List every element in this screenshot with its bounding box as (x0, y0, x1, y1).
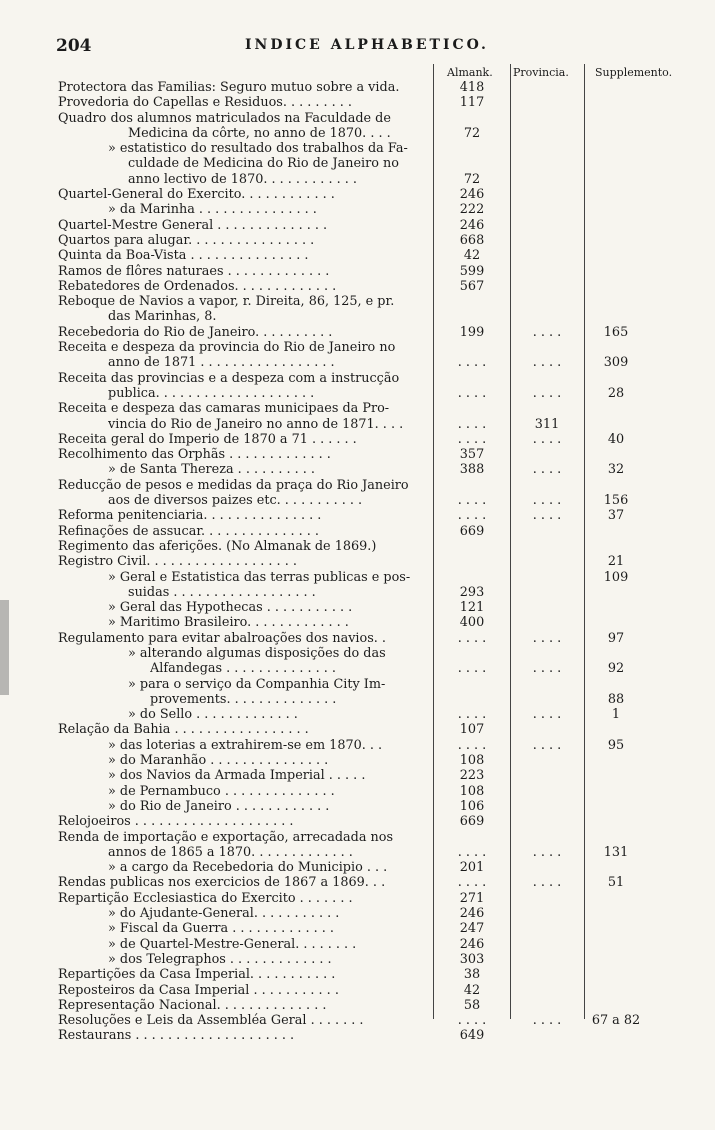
index-row (0, 187, 715, 202)
index-row (0, 554, 715, 569)
almanak-ref: 303 (459, 951, 485, 967)
index-row (0, 371, 715, 386)
supplemento-ref: 97 (607, 630, 625, 646)
almanak-ref: 669 (459, 814, 485, 830)
almanak-ref: 293 (459, 584, 485, 600)
index-row (0, 401, 715, 416)
provincia-ref: . . . . (532, 431, 562, 447)
entry-label: Receita das provincias e a despeza com a instrucção (58, 370, 400, 386)
supplemento-ref: 32 (607, 462, 625, 478)
entry-label: provements. . . . . . . . . . . . . . (150, 691, 337, 707)
entry-label: Refinações de assucar. . . . . . . . . . . . . . . (58, 523, 320, 539)
index-row (0, 784, 715, 799)
index-row (0, 539, 715, 554)
entry-label: » de Quartel-Mestre-General. . . . . . . . (108, 936, 357, 952)
entry-label: Provedoria do Capellas e Residuos. . . . . . . . . (58, 95, 353, 111)
index-row (0, 646, 715, 661)
almanak-ref: . . . . (457, 707, 487, 723)
entry-label: » do Sello . . . . . . . . . . . . . (128, 707, 298, 723)
supplemento-ref: 131 (603, 844, 629, 860)
provincia-ref: . . . . (532, 355, 562, 371)
almanak-ref: . . . . (457, 844, 487, 860)
provincia-ref: 311 (534, 416, 560, 432)
index-row (0, 722, 715, 737)
almanak-ref: 108 (459, 753, 485, 769)
entry-label: Alfandegas . . . . . . . . . . . . . . (150, 661, 336, 677)
entry-label: » Fiscal da Guerra . . . . . . . . . . . . . (108, 921, 334, 937)
supplemento-ref: 92 (607, 661, 625, 677)
entry-label: anno lectivo de 1870. . . . . . . . . . . . (128, 171, 357, 187)
entry-label: aos de diversos paizes etc. . . . . . . . . . . (108, 493, 363, 509)
supplemento-ref: 37 (607, 508, 625, 524)
almanak-ref: 223 (459, 768, 485, 784)
entry-label: Relojoeiros . . . . . . . . . . . . . . . . . . . . (58, 814, 294, 830)
index-row (0, 156, 715, 171)
index-row (0, 814, 715, 829)
entry-label: » de Santa Thereza . . . . . . . . . . (108, 462, 315, 478)
entry-label: » dos Navios da Armada Imperial . . . . . (108, 768, 366, 784)
almanak-ref: 246 (459, 906, 485, 922)
index-row (0, 172, 715, 187)
entry-label: » da Marinha . . . . . . . . . . . . . . . (108, 202, 317, 218)
entry-label: » estatistico do resultado dos trabalhos da Fa- (108, 141, 408, 157)
index-row (0, 325, 715, 340)
index-row (0, 493, 715, 508)
entry-label: » de Pernambuco . . . . . . . . . . . . . . (108, 783, 335, 799)
index-row (0, 891, 715, 906)
index-row (0, 233, 715, 248)
almanak-ref: . . . . (457, 385, 487, 401)
index-row (0, 355, 715, 370)
entry-label: Receita e despeza das camaras municipaes da Pro- (58, 401, 390, 417)
entry-label: Rebatedores de Ordenados. . . . . . . . . . . . . (58, 278, 337, 294)
entry-label: Resoluções e Leis da Assembléa Geral . . . . . . . (58, 1013, 364, 1029)
index-entries (0, 80, 715, 1044)
provincia-ref: . . . . (532, 493, 562, 509)
entry-label: Recebedoria do Rio de Janeiro. . . . . . . . . . (58, 324, 333, 340)
supplemento-ref: 88 (607, 691, 625, 707)
supplemento-ref: 165 (603, 324, 629, 340)
almanak-ref: 649 (459, 1028, 485, 1044)
entry-label: » do Ajudante-General. . . . . . . . . . . (108, 906, 340, 922)
entry-label: Repartição Ecclesiastica do Exercito . . . . . . . (58, 890, 353, 906)
entry-label: Quartos para alugar. . . . . . . . . . . . . . . . (58, 232, 315, 248)
provincia-ref: . . . . (532, 630, 562, 646)
entry-label: Repartições da Casa Imperial. . . . . . . . . . . (58, 967, 336, 983)
provincia-ref: . . . . (532, 737, 562, 753)
supplemento-ref: 28 (607, 385, 625, 401)
entry-label: Receita e despeza da provincia do Rio de Janeiro no (58, 340, 396, 356)
entry-label: Rendas publicas nos exercicios de 1867 a 1869. . . (58, 875, 386, 891)
index-row (0, 264, 715, 279)
supplemento-ref: 109 (603, 569, 629, 585)
supplemento-ref: 1 (611, 707, 621, 723)
entry-label: Protectora das Familias: Seguro mutuo sobre a vida. (58, 80, 400, 95)
almanak-ref: 388 (459, 462, 485, 478)
almanak-ref: 106 (459, 798, 485, 814)
index-row (0, 661, 715, 676)
almanak-ref: 222 (459, 202, 485, 218)
provincia-ref: . . . . (532, 844, 562, 860)
page-number: 204 (56, 36, 92, 56)
provincia-ref: . . . . (532, 707, 562, 723)
entry-label: Reforma penitenciaria. . . . . . . . . . . . . . . (58, 508, 322, 524)
supplemento-ref: 51 (607, 875, 625, 891)
index-row (0, 768, 715, 783)
entry-label: annos de 1865 a 1870. . . . . . . . . . . . . (108, 844, 353, 860)
index-row (0, 906, 715, 921)
index-row (0, 860, 715, 875)
entry-label: Medicina da côrte, no anno de 1870. . . . (128, 125, 391, 141)
index-row (0, 615, 715, 630)
entry-label: Reposteiros da Casa Imperial . . . . . . . . . . . (58, 982, 339, 998)
index-row (0, 111, 715, 126)
index-row (0, 570, 715, 585)
entry-label: publica. . . . . . . . . . . . . . . . . . . . (108, 385, 315, 401)
index-row (0, 1028, 715, 1043)
entry-label: Quartel-Mestre General . . . . . . . . . . . . . . (58, 217, 328, 233)
index-row (0, 677, 715, 692)
entry-label: culdade de Medicina do Rio de Janeiro no (128, 156, 399, 172)
entry-label: » a cargo da Recebedoria do Municipio . . . (108, 860, 388, 876)
entry-label: Ramos de flôres naturaes . . . . . . . . . . . . . (58, 263, 330, 279)
column-header-supplemento: Supplemento. (595, 66, 673, 79)
index-row (0, 875, 715, 890)
column-header-provincia: Provincia. (513, 66, 569, 79)
index-row (0, 600, 715, 615)
index-row (0, 340, 715, 355)
entry-label: Quinta da Boa-Vista . . . . . . . . . . . . . . . (58, 248, 309, 264)
almanak-ref: 201 (459, 860, 485, 876)
almanak-ref: 246 (459, 936, 485, 952)
almanak-ref: 42 (463, 982, 481, 998)
almanak-ref: 58 (463, 997, 481, 1013)
entry-label: Regulamento para evitar abalroações dos navios. . (58, 630, 386, 646)
almanak-ref: 246 (459, 187, 485, 203)
almanak-ref: 400 (459, 615, 485, 631)
almanak-ref: . . . . (457, 416, 487, 432)
entry-label: Receita geral do Imperio de 1870 a 71 . . . . . . (58, 431, 357, 447)
entry-label: Quartel-General do Exercito. . . . . . . . . . . . (58, 187, 335, 203)
almanak-ref: 271 (459, 890, 485, 906)
index-row (0, 1013, 715, 1028)
index-row (0, 462, 715, 477)
entry-label: » Maritimo Brasileiro. . . . . . . . . . . . . (108, 615, 349, 631)
index-row (0, 141, 715, 156)
provincia-ref: . . . . (532, 385, 562, 401)
index-row (0, 447, 715, 462)
provincia-ref: . . . . (532, 661, 562, 677)
index-row (0, 95, 715, 110)
entry-label: anno de 1871 . . . . . . . . . . . . . . . . . (108, 355, 335, 371)
index-row (0, 126, 715, 141)
entry-label: Relação da Bahia . . . . . . . . . . . . . . . . . (58, 722, 309, 738)
index-row (0, 983, 715, 998)
almanak-ref: 121 (459, 600, 485, 616)
index-row (0, 998, 715, 1013)
index-row (0, 631, 715, 646)
provincia-ref: . . . . (532, 462, 562, 478)
supplemento-ref: 95 (607, 737, 625, 753)
entry-label: Renda de importação e exportação, arrecadada nos (58, 829, 394, 845)
index-row (0, 585, 715, 600)
almanak-ref: 117 (459, 95, 485, 111)
entry-label: Representação Nacional. . . . . . . . . . . . . . (58, 997, 327, 1013)
index-row (0, 508, 715, 523)
entry-label: Quadro dos alumnos matriculados na Faculdade de (58, 110, 391, 126)
entry-label: » do Maranhão . . . . . . . . . . . . . . . (108, 753, 329, 769)
entry-label: » para o serviço da Companhia City Im- (128, 676, 386, 692)
supplemento-ref: 40 (607, 431, 625, 447)
index-row (0, 753, 715, 768)
index-row (0, 279, 715, 294)
index-row (0, 294, 715, 309)
entry-label: Recolhimento das Orphãs . . . . . . . . . . . . . (58, 447, 331, 463)
entry-label: Reboque de Navios a vapor, r. Direita, 86, 125, e pr. (58, 294, 395, 310)
index-row (0, 248, 715, 263)
almanak-ref: 599 (459, 263, 485, 279)
entry-label: » das loterias a extrahirem-se em 1870. . . (108, 737, 383, 753)
almanak-ref: 669 (459, 523, 485, 539)
index-row (0, 799, 715, 814)
almanak-ref: . . . . (457, 737, 487, 753)
almanak-ref: . . . . (457, 508, 487, 524)
index-row (0, 309, 715, 324)
entry-label: » alterando algumas disposições do das (128, 645, 386, 661)
almanak-ref: . . . . (457, 630, 487, 646)
index-row (0, 417, 715, 432)
entry-label: Regimento das aferições. (No Almanak de 1869.) (58, 538, 377, 554)
index-row (0, 937, 715, 952)
almanak-ref: . . . . (457, 875, 487, 891)
almanak-ref: 72 (463, 171, 481, 187)
entry-label: suidas . . . . . . . . . . . . . . . . . . (128, 584, 316, 600)
almanak-ref: 418 (459, 80, 485, 95)
index-row (0, 967, 715, 982)
supplemento-ref: 309 (603, 355, 629, 371)
index-row (0, 478, 715, 493)
provincia-ref: . . . . (532, 1013, 562, 1029)
almanak-ref: . . . . (457, 493, 487, 509)
almanak-ref: 38 (463, 967, 481, 983)
index-row (0, 386, 715, 401)
index-row (0, 830, 715, 845)
page-edge-shadow (0, 600, 9, 695)
almanak-ref: 72 (463, 125, 481, 141)
index-row (0, 692, 715, 707)
entry-label: das Marinhas, 8. (108, 309, 217, 325)
almanak-ref: 247 (459, 921, 485, 937)
almanak-ref: 246 (459, 217, 485, 233)
entry-label: Restaurans . . . . . . . . . . . . . . . . . . . . (58, 1028, 295, 1044)
almanak-ref: . . . . (457, 661, 487, 677)
provincia-ref: . . . . (532, 875, 562, 891)
index-row (0, 738, 715, 753)
almanak-ref: . . . . (457, 1013, 487, 1029)
almanak-ref: . . . . (457, 431, 487, 447)
almanak-ref: 42 (463, 248, 481, 264)
index-row (0, 707, 715, 722)
provincia-ref: . . . . (532, 324, 562, 340)
almanak-ref: 668 (459, 232, 485, 248)
almanak-ref: 567 (459, 278, 485, 294)
provincia-ref: . . . . (532, 508, 562, 524)
index-row (0, 845, 715, 860)
entry-label: Reducção de pesos e medidas da praça do Rio Janeiro (58, 477, 409, 493)
entry-label: » do Rio de Janeiro . . . . . . . . . . . . (108, 798, 330, 814)
column-header-almanak: Almank. (447, 66, 493, 79)
index-row (0, 952, 715, 967)
supplemento-ref: 156 (603, 493, 629, 509)
almanak-ref: 357 (459, 447, 485, 463)
almanak-ref: 199 (459, 324, 485, 340)
index-row (0, 80, 715, 95)
entry-label: » Geral das Hypothecas . . . . . . . . . . . (108, 600, 353, 616)
almanak-ref: . . . . (457, 355, 487, 371)
index-row (0, 524, 715, 539)
index-row (0, 202, 715, 217)
supplemento-ref: 67 a 82 (591, 1013, 641, 1029)
entry-label: » Geral e Estatistica das terras publicas e pos- (108, 569, 411, 585)
almanak-ref: 108 (459, 783, 485, 799)
index-row (0, 432, 715, 447)
supplemento-ref: 21 (607, 554, 625, 570)
page-title: INDICE ALPHABETICO. (245, 37, 489, 53)
entry-label: vincia do Rio de Janeiro no anno de 1871. . . . (108, 416, 404, 432)
almanak-ref: 107 (459, 722, 485, 738)
entry-label: Registro Civil. . . . . . . . . . . . . . . . . . . (58, 554, 297, 570)
index-row (0, 921, 715, 936)
index-row (0, 218, 715, 233)
entry-label: » dos Telegraphos . . . . . . . . . . . . . (108, 951, 332, 967)
